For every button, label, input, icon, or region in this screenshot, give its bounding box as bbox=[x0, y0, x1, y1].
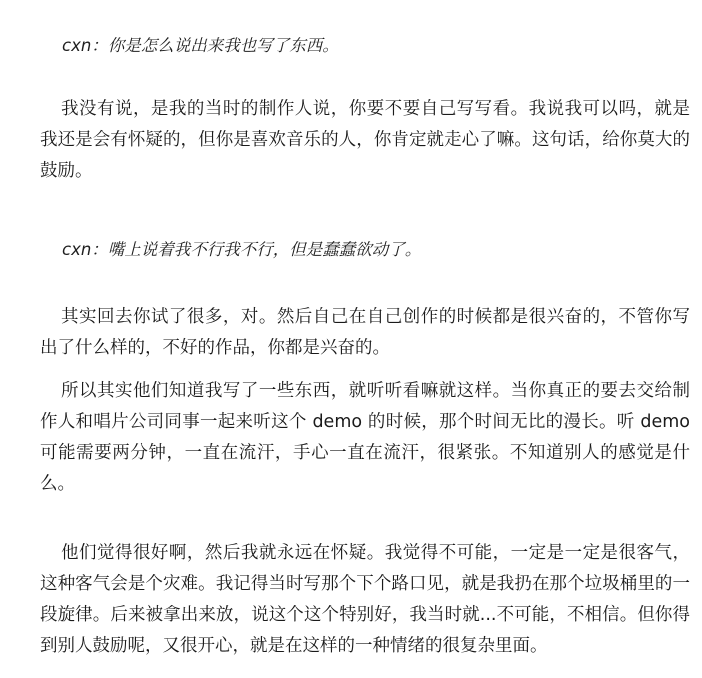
answer-4: 他们觉得很好啊，然后我就永远在怀疑。我觉得不可能，一定是一定是很客气，这种客气会是个灾难。我记得当时写那个下个路口见，就是我扔在那个垃圾桶里的一段旋律。后来被拿出来放，说这个这个特别好，我当时就...不可能，不相信。但你得到别人鼓励呢，又很开心，就是在这样的一种情绪的很复杂里面。 bbox=[40, 543, 690, 656]
answer-1: 我没有说，是我的当时的制作人说，你要不要自己写写看。我说我可以吗，就是我还是会有怀疑的，但你是喜欢音乐的人，你肯定就走心了嘛。这句话，给你莫大的鼓励。 bbox=[40, 99, 690, 181]
answer-2: 其实回去你试了很多，对。然后自己在自己创作的时候都是很兴奋的，不管你写出了什么样的，不好的作品，你都是兴奋的。 bbox=[40, 307, 690, 358]
answer-3: 所以其实他们知道我写了一些东西，就听听看嘛就这样。当你真正的要去交给制作人和唱片公司同事一起来听这个 demo 的时候，那个时间无比的漫长。听 demo 可能需要两分钟，一直在流汗，手心一直在流汗，很紧张。不知道别人的感觉是什么。 bbox=[40, 381, 690, 494]
question-2: cxn：嘴上说着我不行我不行，但是蠢蠢欲动了。 bbox=[62, 240, 422, 259]
question-1: cxn：你是怎么说出来我也写了东西。 bbox=[62, 36, 339, 55]
